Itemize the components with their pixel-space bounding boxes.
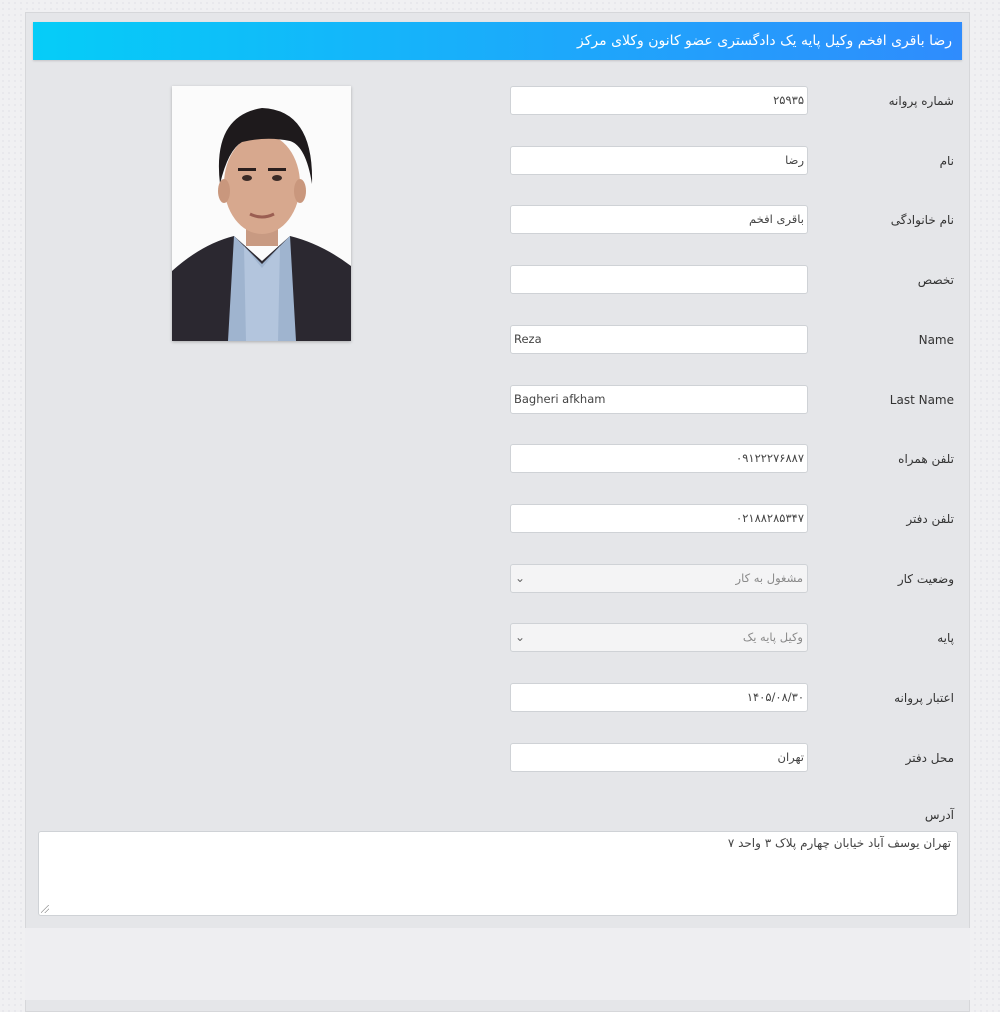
license-number-label: شماره پروانه: [888, 94, 954, 108]
name-en-value: Reza: [514, 331, 542, 346]
first-name-value: رضا: [785, 152, 804, 167]
last-name-value: باقری افخم: [749, 212, 804, 227]
last-name-label: نام خانوادگی: [890, 213, 954, 228]
mobile-phone-input[interactable]: [510, 444, 808, 473]
mobile-phone-label: تلفن همراه: [898, 452, 954, 467]
address-textarea[interactable]: [38, 831, 958, 916]
lawyer-photo: [172, 86, 351, 341]
grade-label: پایه: [937, 631, 954, 646]
office-phone-label: تلفن دفتر: [906, 511, 954, 526]
office-location-label: محل دفتر: [905, 750, 954, 765]
license-number-value: ۲۵۹۳۵: [773, 93, 804, 107]
chevron-down-icon: ⌄: [515, 630, 526, 645]
last-name-input[interactable]: [510, 205, 808, 234]
name-en-label: Name: [918, 332, 954, 347]
portrait-image: [172, 86, 351, 341]
panel-footer: [25, 928, 970, 1000]
office-phone-value: ۰۲۱۸۸۲۸۵۳۴۷: [736, 510, 804, 525]
page-title: رضا باقری افخم وکیل پایه یک دادگستری عضو کانون وکلای مرکز: [577, 33, 952, 49]
specialty-label: تخصص: [917, 273, 954, 288]
office-phone-input[interactable]: [510, 504, 808, 533]
office-location-input[interactable]: [510, 743, 808, 772]
office-location-value: تهران: [777, 749, 804, 764]
address-value: تهران یوسف آباد خیابان چهارم پلاک ۳ واحد ۷: [727, 836, 951, 850]
license-number-input[interactable]: [510, 86, 808, 115]
license-validity-label: اعتبار پروانه: [894, 691, 954, 705]
first-name-label: نام: [939, 153, 954, 168]
page-header: [33, 22, 962, 60]
mobile-phone-value: ۰۹۱۲۲۲۷۶۸۸۷: [736, 451, 804, 466]
chevron-down-icon: ⌄: [515, 570, 526, 585]
resize-grip-icon[interactable]: [41, 905, 49, 913]
work-status-value: مشغول به کار: [735, 570, 803, 585]
name-en-input[interactable]: [510, 325, 808, 354]
grade-value: وکیل پایه یک: [742, 630, 803, 645]
specialty-input[interactable]: [510, 265, 808, 294]
work-status-select[interactable]: [510, 564, 808, 593]
last-name-en-label: Last Name: [889, 392, 954, 407]
license-validity-input[interactable]: [510, 683, 808, 712]
license-validity-value: ۱۴۰۵/۰۸/۳۰: [746, 690, 804, 704]
last-name-en-value: Bagheri afkham: [514, 391, 606, 406]
address-label: آدرس: [924, 808, 954, 822]
grade-select[interactable]: [510, 623, 808, 652]
first-name-input[interactable]: [510, 146, 808, 175]
work-status-label: وضعیت کار: [897, 571, 954, 586]
last-name-en-input[interactable]: [510, 385, 808, 414]
